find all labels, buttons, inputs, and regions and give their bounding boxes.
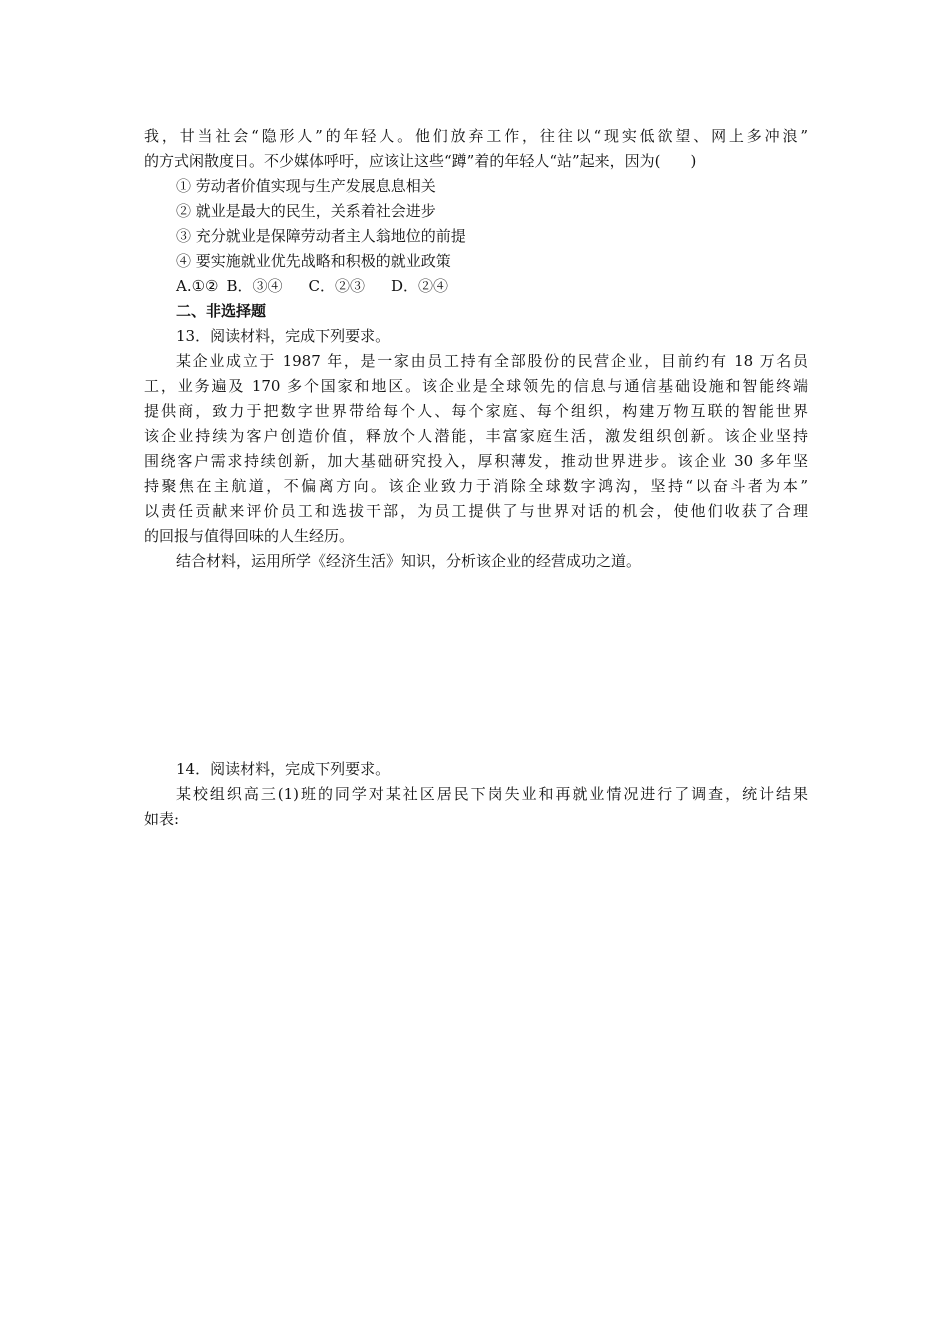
q12-option-c: C．②③ xyxy=(308,277,366,295)
q12-statement-4: ④ 要实施就业优先战略和积极的就业政策 xyxy=(176,252,451,270)
q12-options xyxy=(144,274,808,299)
q12-statement-2: ② 就业是最大的民生，关系着社会进步 xyxy=(176,202,436,220)
q13-material-line-7: 以责任贡献来评价员工和选拔干部，为员工提供了与世界对话的机会，使他们收获了合理 xyxy=(144,502,808,520)
section-title: 二、非选择题 xyxy=(176,302,267,320)
q12-stem-line-1: 我，甘当社会“隐形人”的年轻人。他们放弃工作，往往以“现实低欲望、网上多冲浪” xyxy=(144,127,808,145)
q12-option-d: D．②④ xyxy=(391,277,449,295)
q13-material-line-2: 工，业务遍及 170 多个国家和地区。该企业是全球领先的信息与通信基础设施和智能终端 xyxy=(144,377,808,395)
q13-heading: 13．阅读材料，完成下列要求。 xyxy=(176,327,391,345)
q13-task: 结合材料，运用所学《经济生活》知识，分析该企业的经营成功之道。 xyxy=(176,552,642,570)
q13-material-line-8: 的回报与值得回味的人生经历。 xyxy=(144,527,355,545)
q13-material-line-4: 该企业持续为客户创造价值，释放个人潜能，丰富家庭生活，激发组织创新。该企业坚持 xyxy=(144,427,808,445)
q14-material-line-1: 某校组织高三(1)班的同学对某社区居民下岗失业和再就业情况进行了调查，统计结果 xyxy=(176,785,808,803)
document-page xyxy=(144,124,808,832)
q12-statement-3: ③ 充分就业是保障劳动者主人翁地位的前提 xyxy=(176,227,466,245)
q12-stem-line-2: 的方式闲散度日。不少媒体呼吁，应该让这些“蹲”着的年轻人“站”起来，因为( ) xyxy=(144,152,697,170)
q14-material-line-2: 如表: xyxy=(144,810,180,828)
q13-material-line-3: 提供商，致力于把数字世界带给每个人、每个家庭、每个组织，构建万物互联的智能世界 xyxy=(144,402,808,420)
q13-material-line-1: 某企业成立于 1987 年，是一家由员工持有全部股份的民营企业，目前约有 18 万名员 xyxy=(176,352,808,370)
answer-space xyxy=(144,574,808,757)
q14-heading: 14．阅读材料，完成下列要求。 xyxy=(176,760,391,778)
q13-material-line-5: 围绕客户需求持续创新，加大基础研究投入，厚积薄发，推动世界进步。该企业 30 多年坚 xyxy=(144,452,808,470)
q12-option-b: B．③④ xyxy=(226,277,283,295)
q12-statement-1: ① 劳动者价值实现与生产发展息息相关 xyxy=(176,177,436,195)
q13-material-line-6: 持聚焦在主航道，不偏离方向。该企业致力于消除全球数字鸿沟，坚持“以奋斗者为本” xyxy=(144,477,808,495)
q12-option-a: A.①② xyxy=(176,277,219,295)
